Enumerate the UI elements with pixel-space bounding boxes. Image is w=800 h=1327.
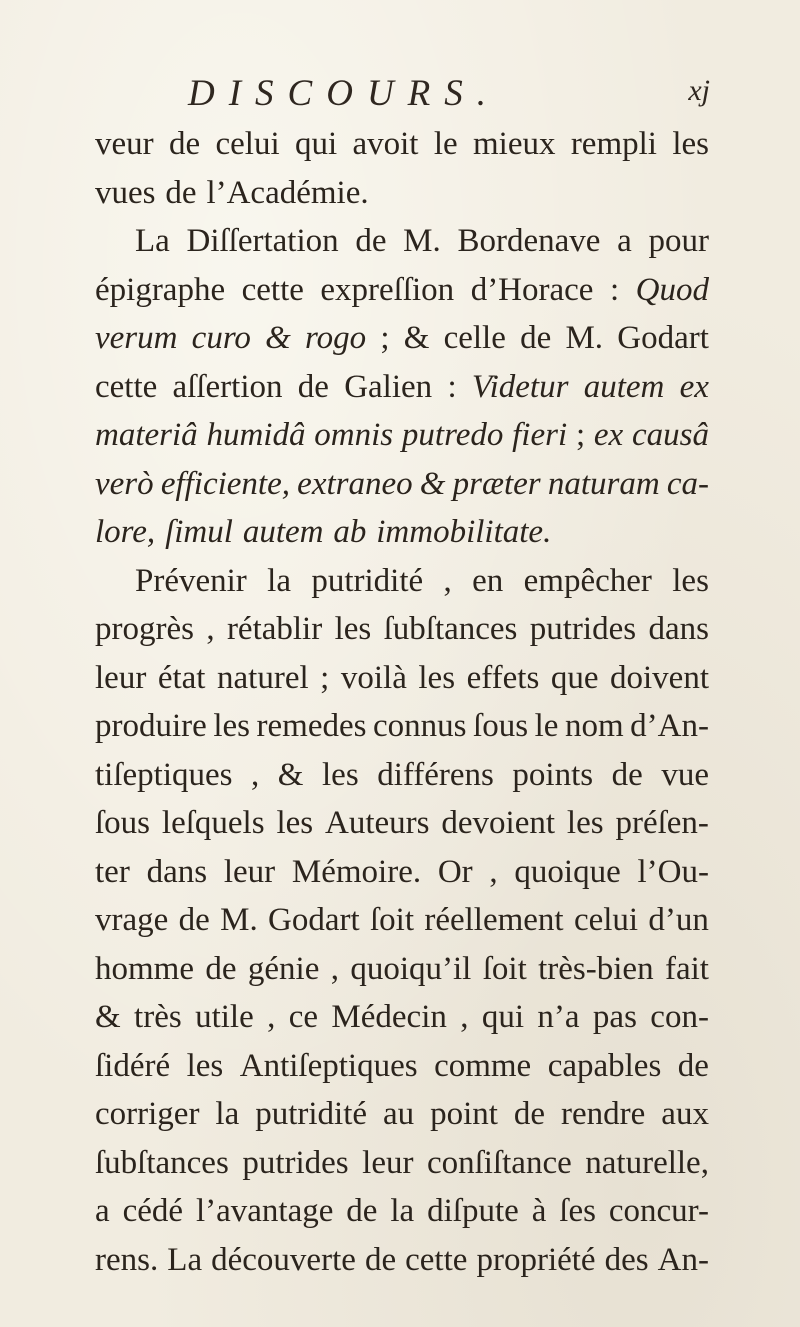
word: les: [276, 805, 314, 841]
word: pour: [648, 223, 709, 259]
word: Diſſertation: [186, 223, 339, 259]
word: ſubſtances: [383, 611, 518, 647]
text-line: [95, 1139, 709, 1188]
word: ſubſtances: [95, 1144, 229, 1181]
word: les: [186, 1047, 224, 1084]
word: Quod: [635, 271, 709, 308]
word: ſous: [95, 805, 151, 841]
word: les: [322, 756, 359, 793]
text-line: [95, 314, 709, 363]
word: en: [472, 562, 504, 599]
word: ;: [575, 417, 586, 453]
word: le: [534, 708, 559, 744]
word: homme: [95, 950, 194, 987]
word: de: [513, 1096, 546, 1132]
word: préſen-: [615, 805, 709, 841]
word: :: [609, 271, 620, 308]
word: de: [168, 126, 201, 162]
word: ,: [251, 756, 260, 793]
word: la: [390, 1193, 415, 1229]
text-line: [95, 411, 709, 460]
word: l’avantage: [195, 1193, 334, 1229]
word: de: [355, 223, 387, 259]
word: verò: [95, 465, 154, 502]
word: La: [135, 223, 170, 259]
text-line: [95, 1187, 709, 1236]
text-line: [95, 1042, 709, 1091]
word: Galien: [344, 368, 433, 405]
text-line: [95, 945, 709, 994]
word: M.: [403, 223, 441, 259]
word: Or: [437, 853, 473, 890]
word: ,: [267, 999, 276, 1035]
word: très-bien: [538, 950, 654, 987]
word: ab: [333, 514, 367, 550]
word: curo: [191, 320, 251, 356]
word: Auteurs: [325, 805, 430, 841]
word: &: [403, 320, 430, 356]
word: &: [277, 756, 304, 793]
word: des: [604, 1241, 649, 1278]
word: ,: [460, 999, 469, 1035]
word: cette: [405, 1241, 468, 1278]
word: materiâ: [95, 417, 198, 453]
word: génie: [247, 950, 320, 987]
word: fieri: [512, 417, 568, 453]
word: quoique: [514, 853, 621, 890]
word: vues: [95, 174, 156, 211]
word: expreſſion: [320, 271, 455, 308]
word: Médecin: [331, 999, 447, 1035]
word: vrage: [95, 902, 169, 938]
word: ce: [288, 999, 319, 1035]
text-line: [95, 508, 709, 557]
text-line: [95, 702, 709, 751]
text-line: [95, 751, 709, 800]
word: ,: [330, 950, 339, 987]
word: celui: [215, 126, 280, 162]
word: dans: [146, 853, 208, 890]
running-head-title: DISCOURS.: [188, 73, 501, 114]
word: immobilitate.: [376, 514, 552, 550]
word: ;: [380, 320, 390, 356]
word: &: [95, 999, 121, 1035]
word: rempli: [570, 126, 657, 162]
word: humidâ: [206, 417, 306, 453]
word: de: [297, 368, 329, 405]
text-line: [95, 848, 709, 897]
word: produire: [95, 708, 207, 744]
text-line: [95, 460, 709, 509]
word: de: [611, 756, 643, 793]
text-line: [95, 217, 709, 266]
word: An-: [657, 1241, 709, 1278]
word: cette: [241, 271, 304, 308]
word: aux: [661, 1096, 709, 1132]
word: d’Horace: [470, 271, 594, 308]
word: naturelle,: [585, 1144, 709, 1181]
word: La: [167, 1241, 203, 1278]
word: leſquels: [161, 805, 265, 841]
word: ;: [320, 659, 330, 696]
word: cédé: [122, 1193, 184, 1229]
word: remedes: [256, 708, 367, 744]
word: de: [677, 1047, 709, 1084]
word: mieux: [472, 126, 556, 162]
word: l’Académie.: [206, 174, 369, 211]
word: de: [178, 902, 210, 938]
word: efficiente,: [160, 465, 290, 502]
word: Videtur: [471, 368, 569, 405]
word: les: [213, 708, 250, 744]
word: ,: [206, 611, 215, 647]
word: veur: [95, 126, 154, 162]
word: ,: [489, 853, 498, 890]
word: capables: [547, 1047, 662, 1084]
word: &: [265, 320, 291, 356]
word: ter: [95, 853, 130, 890]
word: très: [134, 999, 182, 1035]
word: la: [267, 562, 291, 599]
word: ex: [679, 368, 709, 405]
word: putridité: [311, 562, 424, 599]
text-line: [95, 799, 709, 848]
word: pas: [592, 999, 637, 1035]
text-line: [95, 120, 709, 169]
body-text: [95, 120, 709, 1284]
word: propriété: [476, 1241, 596, 1278]
word: naturel: [217, 659, 309, 696]
text-line: [95, 654, 709, 703]
word: les: [672, 562, 709, 599]
word: nom: [564, 708, 624, 744]
word: ſes: [559, 1193, 596, 1229]
text-line: [95, 266, 709, 315]
word: les: [672, 126, 709, 162]
word: les: [334, 611, 372, 647]
word: au: [382, 1096, 415, 1132]
text-line: [95, 1236, 709, 1285]
word: qui: [294, 126, 338, 162]
word: la: [215, 1096, 240, 1132]
word: diſpute: [427, 1193, 519, 1229]
word: præter: [452, 465, 541, 502]
word: ex: [593, 417, 624, 453]
word: réellement: [424, 902, 564, 938]
word: con-: [650, 999, 709, 1035]
word: comme: [434, 1047, 532, 1084]
word: points: [512, 756, 594, 793]
word: épigraphe: [95, 271, 226, 308]
word: les: [566, 805, 604, 841]
word: dans: [648, 611, 709, 647]
word: l’Ou-: [637, 853, 709, 890]
word: concur-: [608, 1193, 709, 1229]
word: de: [520, 320, 552, 356]
word: Mémoire.: [291, 853, 422, 890]
word: leur: [95, 659, 147, 696]
word: celui: [573, 902, 639, 938]
word: leur: [223, 853, 276, 890]
word: tiſeptiques: [95, 756, 233, 793]
word: extraneo: [297, 465, 413, 502]
word: corriger: [95, 1096, 200, 1132]
word: fait: [664, 950, 709, 987]
word: M.: [220, 902, 258, 938]
word: aſſertion: [172, 368, 283, 405]
word: n’a: [537, 999, 580, 1035]
word: point: [430, 1096, 498, 1132]
word: naturam: [547, 465, 660, 502]
word: progrès: [95, 611, 194, 647]
word: de: [165, 174, 197, 211]
text-line: [95, 363, 709, 412]
page-number: xj: [688, 74, 710, 107]
word: Godart: [617, 320, 709, 356]
word: Bordenave: [457, 223, 601, 259]
word: ſous: [473, 708, 529, 744]
text-line: [95, 169, 709, 218]
word: de: [346, 1193, 378, 1229]
word: omnis: [314, 417, 394, 453]
word: lore,: [95, 514, 156, 550]
text-line: [95, 1090, 709, 1139]
word: cette: [95, 368, 158, 405]
word: découverte: [211, 1241, 356, 1278]
word: empêcher: [523, 562, 652, 599]
word: rendre: [561, 1096, 646, 1132]
word: connus: [373, 708, 467, 744]
word: d’un: [648, 902, 709, 938]
word: les: [418, 659, 456, 696]
word: causâ: [632, 417, 709, 453]
word: Prévenir: [135, 562, 247, 599]
word: &: [419, 465, 446, 502]
word: putrides: [529, 611, 637, 647]
word: rogo: [305, 320, 367, 356]
word: celle: [443, 320, 506, 356]
word: rétablir: [226, 611, 323, 647]
word: :: [447, 368, 457, 405]
word: rens.: [95, 1241, 159, 1278]
word: verum: [95, 320, 178, 356]
word: qui: [481, 999, 525, 1035]
word: ſoit: [370, 902, 415, 938]
word: conſiſtance: [426, 1144, 572, 1181]
word: leur: [362, 1144, 414, 1181]
word: de: [364, 1241, 397, 1278]
text-line: [95, 557, 709, 606]
text-line: [95, 993, 709, 1042]
word: vue: [661, 756, 709, 793]
word: putredo: [401, 417, 504, 453]
word: quoiqu’il: [350, 950, 472, 987]
word: ,: [443, 562, 452, 599]
running-head: [0, 72, 800, 112]
word: état: [157, 659, 206, 696]
text-line: [95, 605, 709, 654]
word: putridité: [255, 1096, 368, 1132]
word: ſoit: [482, 950, 527, 987]
word: avoit: [352, 126, 419, 162]
word: a: [95, 1193, 110, 1229]
word: d’An-: [630, 708, 709, 744]
word: voilà: [340, 659, 407, 696]
word: ſidéré: [95, 1047, 171, 1084]
word: a: [617, 223, 632, 259]
word: que: [550, 659, 599, 696]
word: autem: [242, 514, 324, 550]
word: utile: [195, 999, 254, 1035]
word: effets: [466, 659, 540, 696]
word: à: [531, 1193, 547, 1229]
word: différens: [377, 756, 494, 793]
word: devoient: [441, 805, 556, 841]
word: le: [433, 126, 458, 162]
word: ſimul: [165, 514, 233, 550]
text-line: [95, 896, 709, 945]
word: M.: [565, 320, 604, 356]
word: de: [205, 950, 237, 987]
word: ca-: [666, 465, 709, 502]
word: Godart: [268, 902, 360, 938]
word: autem: [583, 368, 665, 405]
word: Antiſeptiques: [239, 1047, 418, 1084]
word: doivent: [610, 659, 709, 696]
word: putrides: [242, 1144, 349, 1181]
